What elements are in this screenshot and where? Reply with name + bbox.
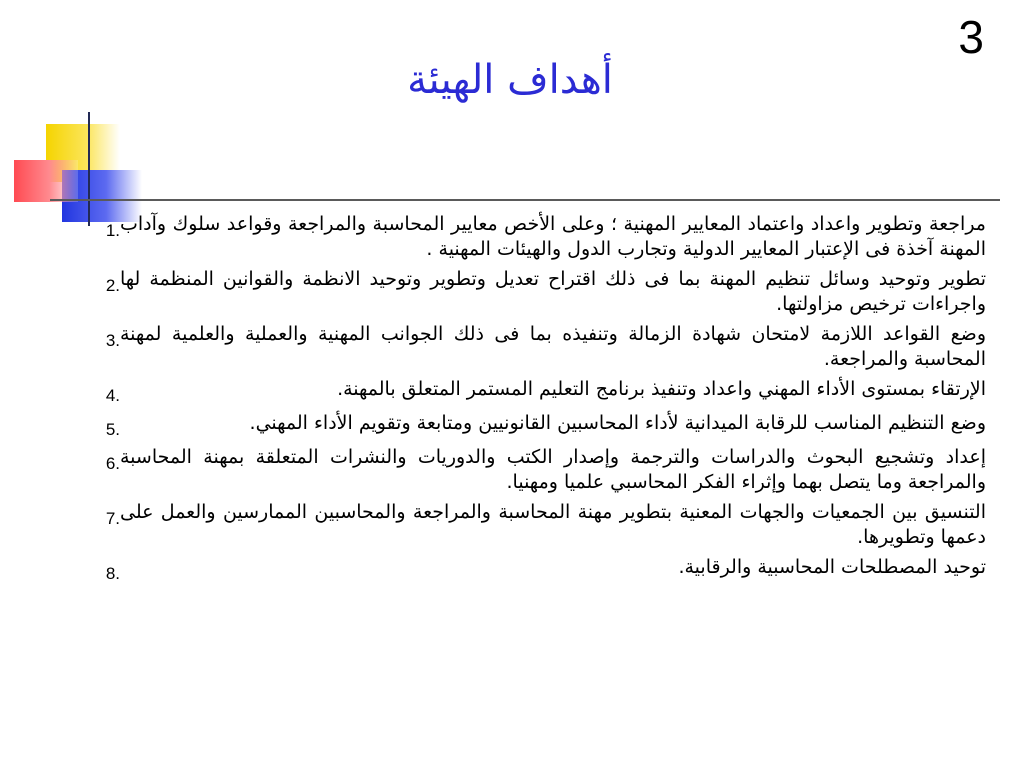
list-item-number: 4. [105, 386, 120, 405]
slide-number: 3 [958, 11, 984, 63]
list-item-number: 8. [105, 564, 120, 583]
list-item-number: 3. [105, 331, 120, 350]
list-item [72, 555, 986, 584]
list-item [72, 445, 986, 495]
list-item [72, 267, 986, 317]
list-item [72, 411, 986, 440]
list-item [72, 500, 986, 550]
list-item-text: وضع القواعد اللازمة لامتحان شهادة الزمالة وتنفيذه بما فى ذلك الجوانب المهنية والعملية والعلمية لمهنة المحاسبة والمراجعة. [120, 323, 986, 370]
decorative-red-square [14, 160, 78, 202]
slide-title: أهداف الهيئة [407, 57, 613, 103]
list-item-number: 6. [105, 454, 120, 473]
list-item-text: مراجعة وتطوير واعداد واعتماد المعايير المهنية ؛ وعلى الأخص معايير المحاسبة والمراجعة وقواعد سلوك وآداب المهنة آخذة فى الإعتبار المعايير الدولية وتجارب الدول والهيئات المهنية . [120, 213, 986, 260]
list-item-text: إعداد وتشجيع البحوث والدراسات والترجمة وإصدار الكتب والدوريات والنشرات المتعلقة بمهنة المحاسبة والمراجعة وما يتصل بهما وإثراء الفكر المحاسبي علميا ومهنيا. [120, 446, 986, 493]
title-divider-line [50, 199, 1000, 201]
list-item [72, 212, 986, 262]
list-item-text: وضع التنظيم المناسب للرقابة الميدانية لأداء المحاسبين القانونيين ومتابعة وتقويم الأداء المهني. [249, 412, 986, 434]
objectives-list [72, 212, 986, 589]
list-item-number: 7. [105, 509, 120, 528]
list-item [72, 322, 986, 372]
list-item-text: الإرتقاء بمستوى الأداء المهني واعداد وتنفيذ برنامج التعليم المستمر المتعلق بالمهنة. [337, 378, 986, 400]
list-item-text: توحيد المصطلحات المحاسبية والرقابية. [678, 556, 986, 578]
list-item-text: التنسيق بين الجمعيات والجهات المعنية بتطوير مهنة المحاسبة والمراجعة والمحاسبين الممارسين والعمل على دعمها وتطويرها. [120, 501, 986, 548]
decorative-vertical-line [88, 112, 90, 226]
list-item-number: 5. [105, 420, 120, 439]
list-item-number: 1. [105, 221, 120, 240]
list-item-number: 2. [105, 276, 120, 295]
list-item-text: تطوير وتوحيد وسائل تنظيم المهنة بما فى ذلك اقتراح تعديل وتطوير وتوحيد الانظمة والقوانين المنظمة لها واجراءات ترخيص مزاولتها. [120, 268, 986, 315]
list-item [72, 377, 986, 406]
